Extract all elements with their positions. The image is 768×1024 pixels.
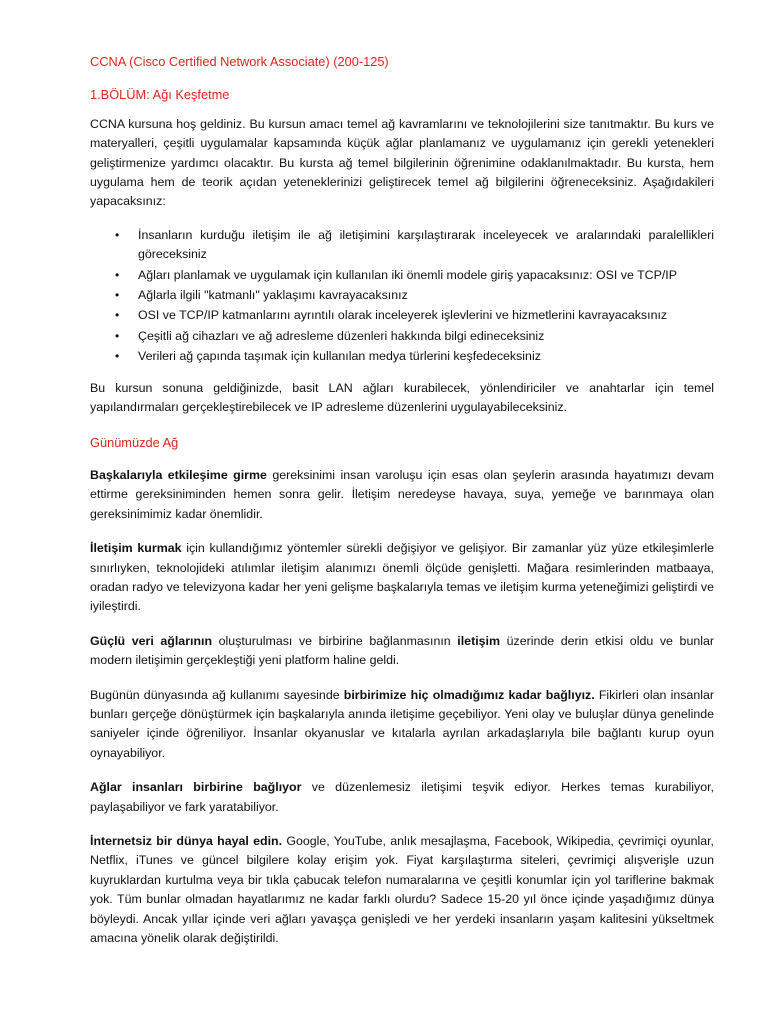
list-item <box>90 347 714 366</box>
paragraph-text: ve düzenlemesiz iletişimi teşvik ediyor. Herkes temas kurabiliyor, paylaşabiliyor ve fark yaratabiliyor. <box>90 780 714 814</box>
paragraph-data-networks <box>90 632 714 671</box>
bullet-icon: • <box>115 267 120 282</box>
list-item <box>90 266 714 285</box>
list-item <box>90 286 714 305</box>
paragraph-text: için kullandığımız yöntemler sürekli değişiyor ve gelişiyor. Bir zamanlar yüz yüze etkileşimlerle sınırlıyken, teknolojideki atılımlar iletişim alanımızı önemli ölçüde genişletti. Mağara resimlerinden matbaaya, oradan radyo ve televizyona kadar her yeni gelişme başkalarıyla temas ve iletişim kurma yeteneğimizi geliştirdi ve iyileştirdi. <box>90 541 714 614</box>
list-item-text: Çeşitli ağ cihazları ve ağ adresleme düzenleri hakkında bilgi edineceksiniz <box>138 328 545 343</box>
list-item-text: Ağları planlamak ve uygulamak için kullanılan iki önemli modele giriş yapacaksınız: OSI ve TCP/IP <box>138 267 678 282</box>
paragraph-interaction <box>90 466 714 524</box>
list-item-text: Verileri ağ çapında taşımak için kullanılan medya türlerini keşfedeceksiniz <box>138 349 541 364</box>
bold-phrase: İnternetsiz bir dünya hayal edin. <box>90 834 283 848</box>
intro-paragraph: CCNA kursuna hoş geldiniz. Bu kursun amacı temel ağ kavramlarını ve teknolojilerini size tanıtmaktır. Bu kurs ve materyalleri, çeşitli uygulamalar kapsamında küçük ağlar planlamanız ve uygulamanız için gerekli yetenekleri geliştirmenize yardımcı olacaktır. Bu kursta ağ temel bilgilerinin öğrenimine odaklanılmaktadır. Bu kursta, hem uygulama hem de teorik açıdan yeteneklerinizi geliştirecek temel ağ bilgilerini öğreneceksiniz. Aşağıdakileri yapacaksınız: <box>90 116 714 209</box>
bold-phrase: Başkalarıyla etkileşime girme <box>90 467 267 482</box>
paragraph-text: üzerinde derin etkisi oldu ve bunlar modern iletişimin gerçekleştiği yeni platform haline geldi. <box>90 633 714 668</box>
paragraph-text: Bugünün dünyasında ağ kullanımı sayesinde <box>90 687 344 702</box>
bullet-icon: • <box>115 349 120 364</box>
list-item-text: Ağlarla ilgili "katmanlı" yaklaşımı kavrayacaksınız <box>138 288 408 303</box>
summary-paragraph: Bu kursun sonuna geldiğinizde, basit LAN ağları kurabilecek, yönlendiriciler ve anahtarlar için temel yapılandırmaları gerçekleştirebilecek ve IP adresleme düzenlerini uygulayabileceksiniz. <box>90 380 714 415</box>
bold-phrase: iletişim <box>457 633 500 648</box>
bullet-icon: • <box>115 308 120 323</box>
list-item <box>90 327 714 346</box>
paragraph-communication <box>90 539 714 617</box>
paragraph-text: Fikirleri olan insanlar bunları gerçeğe dönüştürmek için başkalarıyla anında iletişime geçebiliyor. Yeni olay ve buluşlar dünya genelinde saniyeler içinde öğreniliyor. İnsanlar okyanuslar ve kıtalarla ayrılan arkadaşlarıyla bile bağlantı kurup oyun oynayabiliyor. <box>90 687 714 760</box>
bullet-icon: • <box>115 288 120 303</box>
document-page <box>90 52 714 963</box>
list-item <box>90 226 714 265</box>
bold-phrase: Güçlü veri ağlarının <box>90 633 213 648</box>
bullet-icon: • <box>115 328 120 343</box>
paragraph-connected-world <box>90 686 714 764</box>
chapter-heading: 1.BÖLÜM: Ağı Keşfetme <box>90 87 230 103</box>
objectives-list <box>90 226 714 367</box>
document-title: CCNA (Cisco Certified Network Associate) (200-125) <box>90 54 389 69</box>
paragraph-no-internet <box>90 832 714 948</box>
bold-phrase: Ağlar insanları birbirine bağlıyor <box>90 780 302 795</box>
bold-phrase: İletişim kurmak <box>90 541 182 556</box>
list-item-text: OSI ve TCP/IP katmanlarını ayrıntılı olarak inceleyerek işlevlerini ve hizmetlerini kavrayacaksınız <box>138 308 668 323</box>
list-item <box>90 306 714 325</box>
bullet-icon: • <box>115 227 120 242</box>
list-item-text: İnsanların kurduğu iletişim ile ağ iletişimini karşılaştırarak inceleyecek ve aralarındaki paralellikleri göreceksiniz <box>138 227 714 262</box>
paragraph-text: Google, YouTube, anlık mesajlaşma, Facebook, Wikipedia, çevrimiçi oyunlar, Netflix, iTunes ve güncel bilgilere kolay erişim yok. Fiyat karşılaştırma siteleri, çevrimiçi alışverişle uzun kuyruklardan kurtulma veya bir tıkla çabucak telefon numaralarına ve çeşitli konumlar için yol tariflerine bakmak yok. Tüm bunlar olmadan hayatlarımız ne kadar farklı olurdu? Sadece 15-20 yıl önce içinde yaşadığımız dünya böyleydi. Ancak yıllar içinde veri ağları yavaşça genişledi ve her yerdeki insanların yaşam kalitesini yükseltmek amacına yönelik olarak değiştirildi. <box>90 834 714 946</box>
paragraph-text: oluşturulması ve birbirine bağlanmasının <box>212 633 458 648</box>
paragraph-text: gereksinimi insan varoluşu için esas olan şeylerin arasında hayatımızı devam ettirme gereksiniminden hemen sonra gelir. İletişim neredeyse havaya, suya, yemeğe ve barınmaya olan gereksinimimiz kadar önemlidir. <box>90 467 715 521</box>
bold-phrase: birbirimize hiç olmadığımız kadar bağlıyız. <box>343 687 595 702</box>
paragraph-networks-connect <box>90 778 714 817</box>
section-heading: Günümüzde Ağ <box>90 434 179 450</box>
